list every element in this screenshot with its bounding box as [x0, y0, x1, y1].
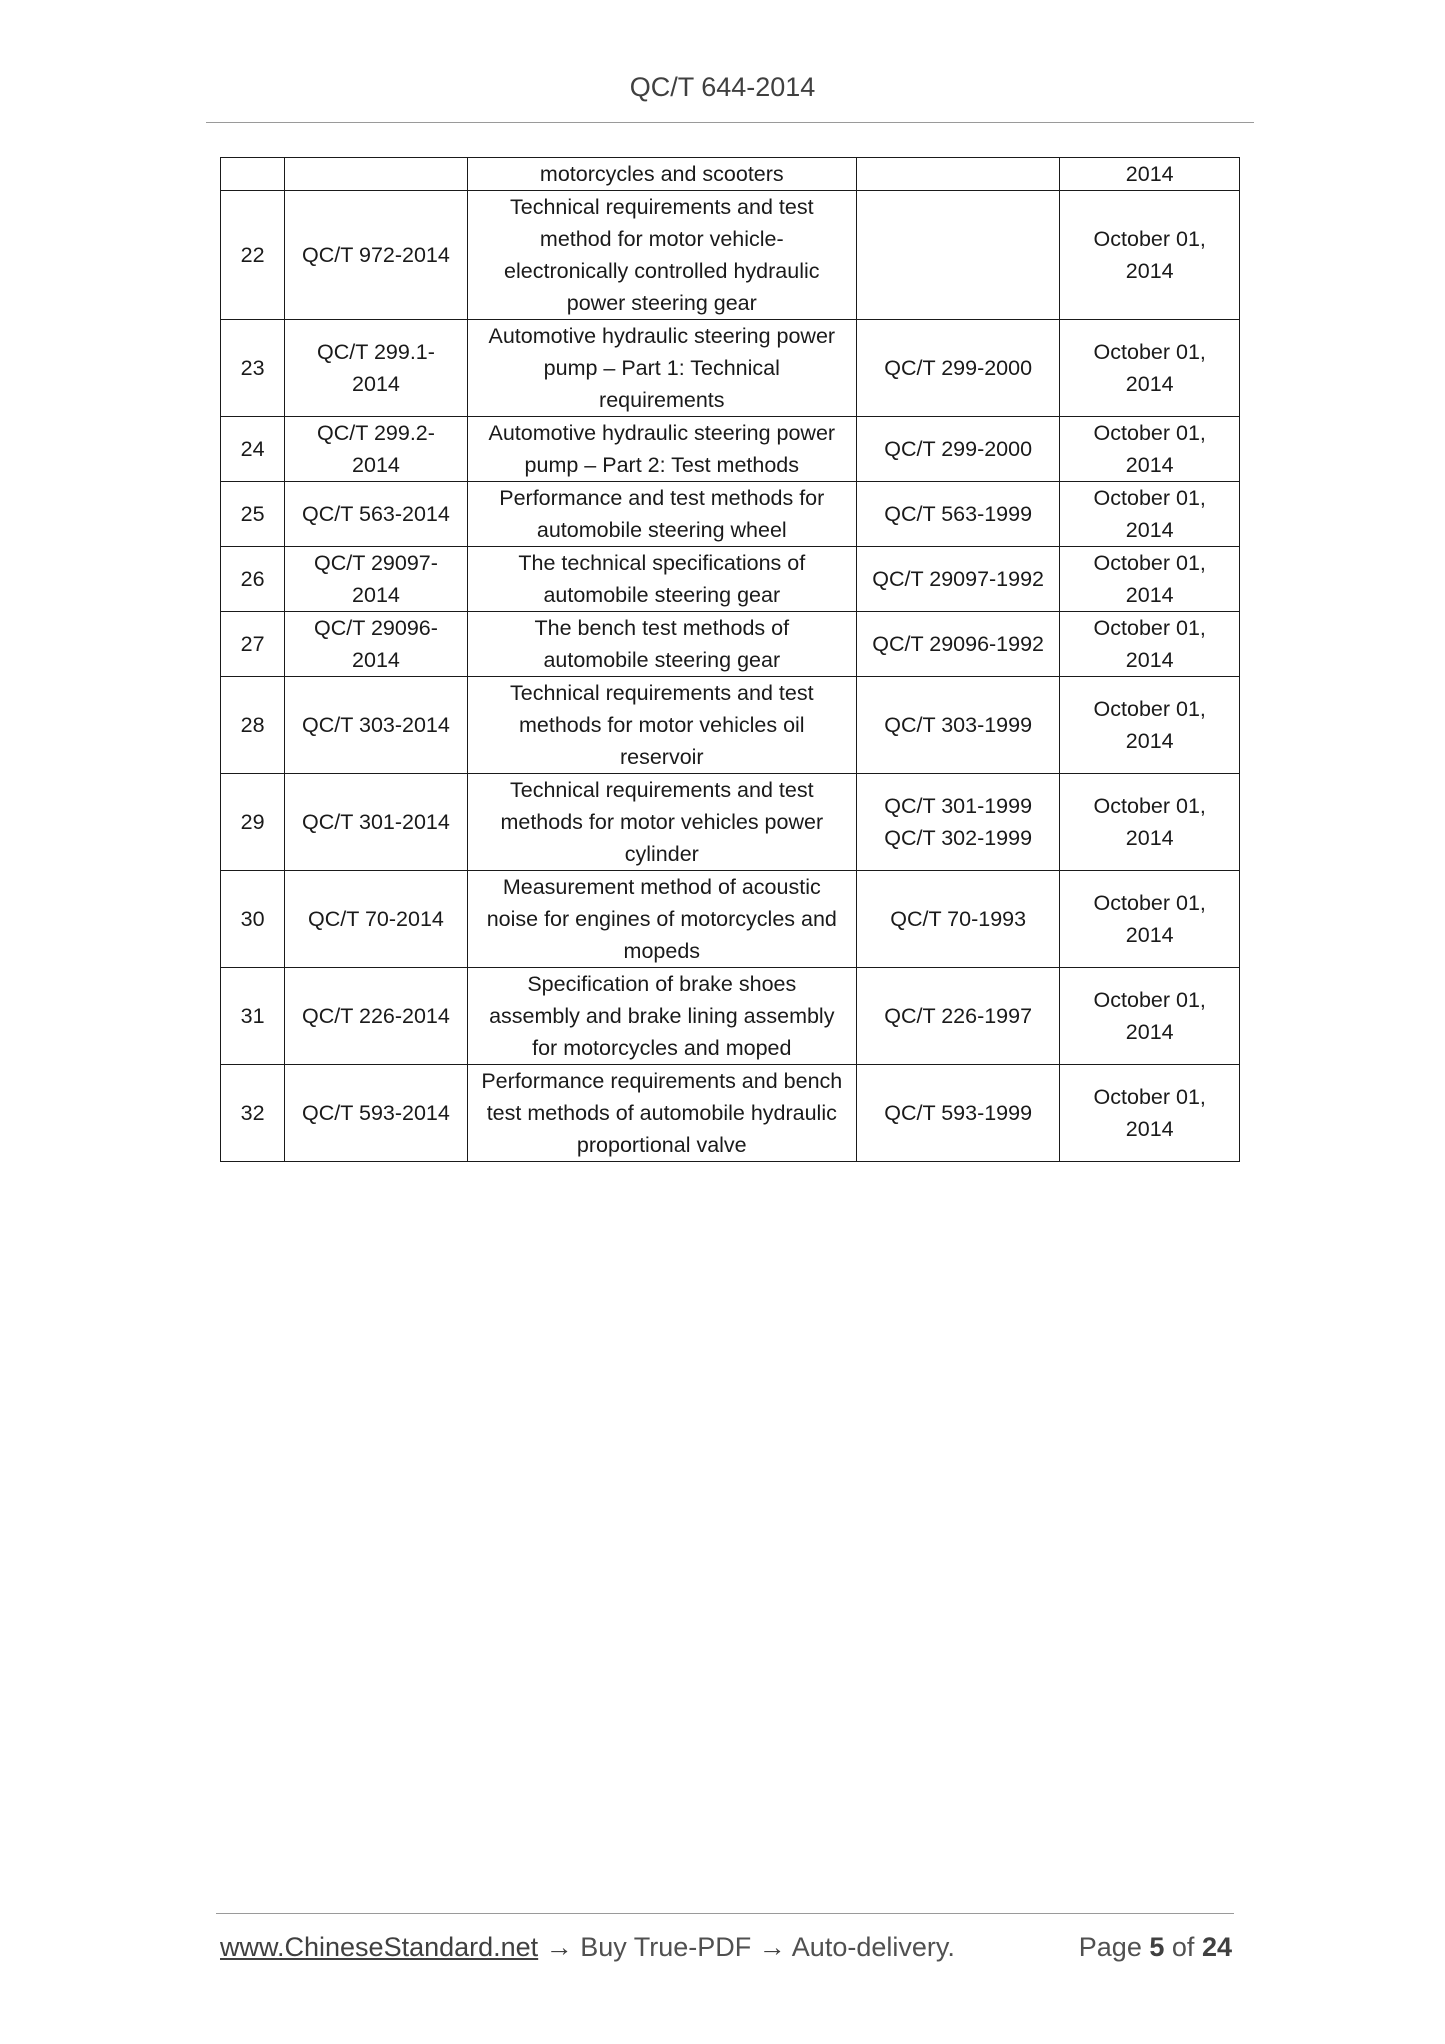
cell-replaced-standard-text: QC/T 303-1999 [884, 713, 1033, 737]
cell-implementation-date [1060, 191, 1240, 320]
auto-delivery-text: Auto-delivery. [791, 1932, 955, 1962]
cell-replaced-standard [856, 482, 1060, 547]
cell-standard-code-text: QC/T 29096- 2014 [314, 616, 438, 672]
cell-implementation-date-text: October 01, 2014 [1093, 421, 1206, 477]
cell-number-text: 32 [240, 1101, 265, 1125]
cell-standard-name [467, 968, 856, 1065]
arrow-right-icon: → [545, 1932, 573, 1962]
cell-standard-name [467, 191, 856, 320]
table-row [221, 774, 1240, 871]
cell-standard-code [285, 417, 468, 482]
cell-standard-code-text: QC/T 301-2014 [302, 810, 450, 834]
table-row [221, 612, 1240, 677]
cell-standard-name-text: Automotive hydraulic steering power pump – Part 1: Technical requirements [488, 324, 836, 412]
cell-replaced-standard-text: QC/T 299-2000 [884, 356, 1033, 380]
cell-implementation-date-text: 2014 [1125, 162, 1174, 186]
cell-implementation-date [1060, 158, 1240, 191]
cell-replaced-standard [856, 774, 1060, 871]
cell-standard-code-text: QC/T 299.1- 2014 [317, 340, 435, 396]
cell-number [221, 547, 285, 612]
table-row [221, 1065, 1240, 1162]
cell-replaced-standard-text: QC/T 301-1999 QC/T 302-1999 [884, 794, 1033, 850]
cell-number-text: 28 [240, 713, 265, 737]
cell-number [221, 774, 285, 871]
cell-implementation-date-text: October 01, 2014 [1093, 227, 1206, 283]
table-row [221, 417, 1240, 482]
cell-number [221, 1065, 285, 1162]
cell-number [221, 677, 285, 774]
cell-number-text: 30 [240, 907, 265, 931]
cell-standard-name-text: Specification of brake shoes assembly and brake lining assembly for motorcycles and moped [489, 972, 835, 1060]
cell-standard-code-text: QC/T 972-2014 [302, 243, 450, 267]
table-row [221, 191, 1240, 320]
cell-replaced-standard-text: QC/T 29096-1992 [872, 632, 1045, 656]
cell-number-text: 31 [240, 1004, 265, 1028]
cell-replaced-standard-text: QC/T 226-1997 [884, 1004, 1033, 1028]
cell-replaced-standard [856, 547, 1060, 612]
cell-standard-name-text: Technical requirements and test methods for motor vehicles power cylinder [500, 778, 824, 866]
cell-number [221, 191, 285, 320]
cell-standard-code [285, 968, 468, 1065]
cell-implementation-date [1060, 612, 1240, 677]
cell-standard-name [467, 547, 856, 612]
cell-implementation-date-text: October 01, 2014 [1093, 486, 1206, 542]
cell-standard-name-text: motorcycles and scooters [539, 162, 784, 186]
cell-replaced-standard [856, 320, 1060, 417]
cell-standard-code-text: QC/T 226-2014 [302, 1004, 450, 1028]
cell-replaced-standard [856, 871, 1060, 968]
table-row [221, 482, 1240, 547]
page-number [1079, 1932, 1232, 1963]
cell-implementation-date-text: October 01, 2014 [1093, 616, 1206, 672]
table-row [221, 968, 1240, 1065]
table-row [221, 320, 1240, 417]
cell-number [221, 612, 285, 677]
cell-implementation-date-text: October 01, 2014 [1093, 551, 1206, 607]
cell-replaced-standard-text: QC/T 593-1999 [884, 1101, 1033, 1125]
cell-standard-name-text: Measurement method of acoustic noise for engines of motorcycles and mopeds [486, 875, 837, 963]
cell-number-text: 26 [240, 567, 265, 591]
cell-number-text: 24 [240, 437, 265, 461]
cell-replaced-standard-text: QC/T 29097-1992 [872, 567, 1045, 591]
site-link[interactable]: www.ChineseStandard.net [220, 1932, 539, 1962]
cell-number-text: 25 [240, 502, 265, 526]
cell-number-text: 27 [240, 632, 265, 656]
cell-standard-name [467, 158, 856, 191]
cell-number [221, 158, 285, 191]
cell-implementation-date-text: October 01, 2014 [1093, 1085, 1206, 1141]
cell-standard-code [285, 774, 468, 871]
cell-standard-name [467, 774, 856, 871]
table-body [221, 158, 1240, 1162]
page-header-title: QC/T 644-2014 [629, 72, 816, 102]
cell-standard-name-text: The bench test methods of automobile steering gear [534, 616, 790, 672]
cell-standard-name [467, 871, 856, 968]
header-divider [206, 122, 1254, 123]
cell-standard-name-text: Performance and test methods for automobile steering wheel [499, 486, 825, 542]
cell-replaced-standard-text: QC/T 70-1993 [890, 907, 1027, 931]
table-row [221, 871, 1240, 968]
cell-standard-name-text: Performance requirements and bench test methods of automobile hydraulic proportional valve [481, 1069, 843, 1157]
cell-replaced-standard [856, 158, 1060, 191]
cell-implementation-date [1060, 1065, 1240, 1162]
cell-implementation-date-text: October 01, 2014 [1093, 697, 1206, 753]
cell-replaced-standard [856, 968, 1060, 1065]
cell-implementation-date [1060, 547, 1240, 612]
cell-standard-name-text: The technical specifications of automobile steering gear [518, 551, 806, 607]
cell-standard-code [285, 158, 468, 191]
standards-table [220, 157, 1240, 1162]
cell-replaced-standard-text: QC/T 563-1999 [884, 502, 1033, 526]
arrow-right-icon: → [758, 1932, 786, 1962]
cell-replaced-standard [856, 1065, 1060, 1162]
cell-implementation-date [1060, 677, 1240, 774]
cell-standard-code [285, 320, 468, 417]
cell-number-text: 23 [240, 356, 265, 380]
cell-implementation-date [1060, 482, 1240, 547]
cell-number [221, 320, 285, 417]
cell-standard-name [467, 612, 856, 677]
of-label: of [1171, 1932, 1195, 1962]
cell-standard-code [285, 191, 468, 320]
footer-promo [220, 1932, 955, 1963]
cell-standard-code [285, 482, 468, 547]
cell-implementation-date-text: October 01, 2014 [1093, 340, 1206, 396]
buy-true-pdf-text: Buy True-PDF [580, 1932, 752, 1962]
cell-implementation-date [1060, 871, 1240, 968]
table-row [221, 547, 1240, 612]
cell-implementation-date-text: October 01, 2014 [1093, 988, 1206, 1044]
cell-implementation-date [1060, 417, 1240, 482]
cell-standard-name-text: Technical requirements and test methods for motor vehicles oil reservoir [510, 681, 814, 769]
cell-standard-name-text: Technical requirements and test method for motor vehicle- electronically controlled hydraulic power steering gear [504, 195, 820, 315]
cell-standard-name-text: Automotive hydraulic steering power pump – Part 2: Test methods [488, 421, 836, 477]
cell-standard-name [467, 1065, 856, 1162]
cell-standard-code-text: QC/T 303-2014 [302, 713, 450, 737]
page-current: 5 [1149, 1932, 1165, 1962]
cell-number [221, 482, 285, 547]
cell-number [221, 968, 285, 1065]
page-total: 24 [1201, 1932, 1232, 1962]
cell-implementation-date [1060, 320, 1240, 417]
table-row [221, 158, 1240, 191]
cell-number-text: 22 [240, 243, 265, 267]
cell-replaced-standard-text: QC/T 299-2000 [884, 437, 1033, 461]
cell-number-text: 29 [240, 810, 265, 834]
cell-replaced-standard [856, 612, 1060, 677]
footer-divider [216, 1913, 1234, 1914]
cell-standard-code-text: QC/T 593-2014 [302, 1101, 450, 1125]
page-label: Page [1078, 1932, 1142, 1962]
cell-replaced-standard [856, 677, 1060, 774]
cell-number [221, 417, 285, 482]
cell-standard-code [285, 1065, 468, 1162]
cell-number [221, 871, 285, 968]
cell-standard-name [467, 677, 856, 774]
cell-standard-name [467, 320, 856, 417]
cell-implementation-date-text: October 01, 2014 [1093, 794, 1206, 850]
cell-implementation-date [1060, 968, 1240, 1065]
cell-standard-code [285, 677, 468, 774]
cell-standard-code-text: QC/T 563-2014 [302, 502, 450, 526]
cell-implementation-date [1060, 774, 1240, 871]
cell-standard-code-text: QC/T 70-2014 [308, 907, 444, 931]
cell-replaced-standard [856, 417, 1060, 482]
cell-standard-code [285, 871, 468, 968]
cell-replaced-standard [856, 191, 1060, 320]
table-row [221, 677, 1240, 774]
cell-standard-code [285, 612, 468, 677]
cell-standard-code-text: QC/T 299.2- 2014 [317, 421, 435, 477]
cell-standard-name [467, 482, 856, 547]
cell-standard-code [285, 547, 468, 612]
cell-standard-name [467, 417, 856, 482]
cell-standard-code-text: QC/T 29097- 2014 [314, 551, 438, 607]
cell-implementation-date-text: October 01, 2014 [1093, 891, 1206, 947]
